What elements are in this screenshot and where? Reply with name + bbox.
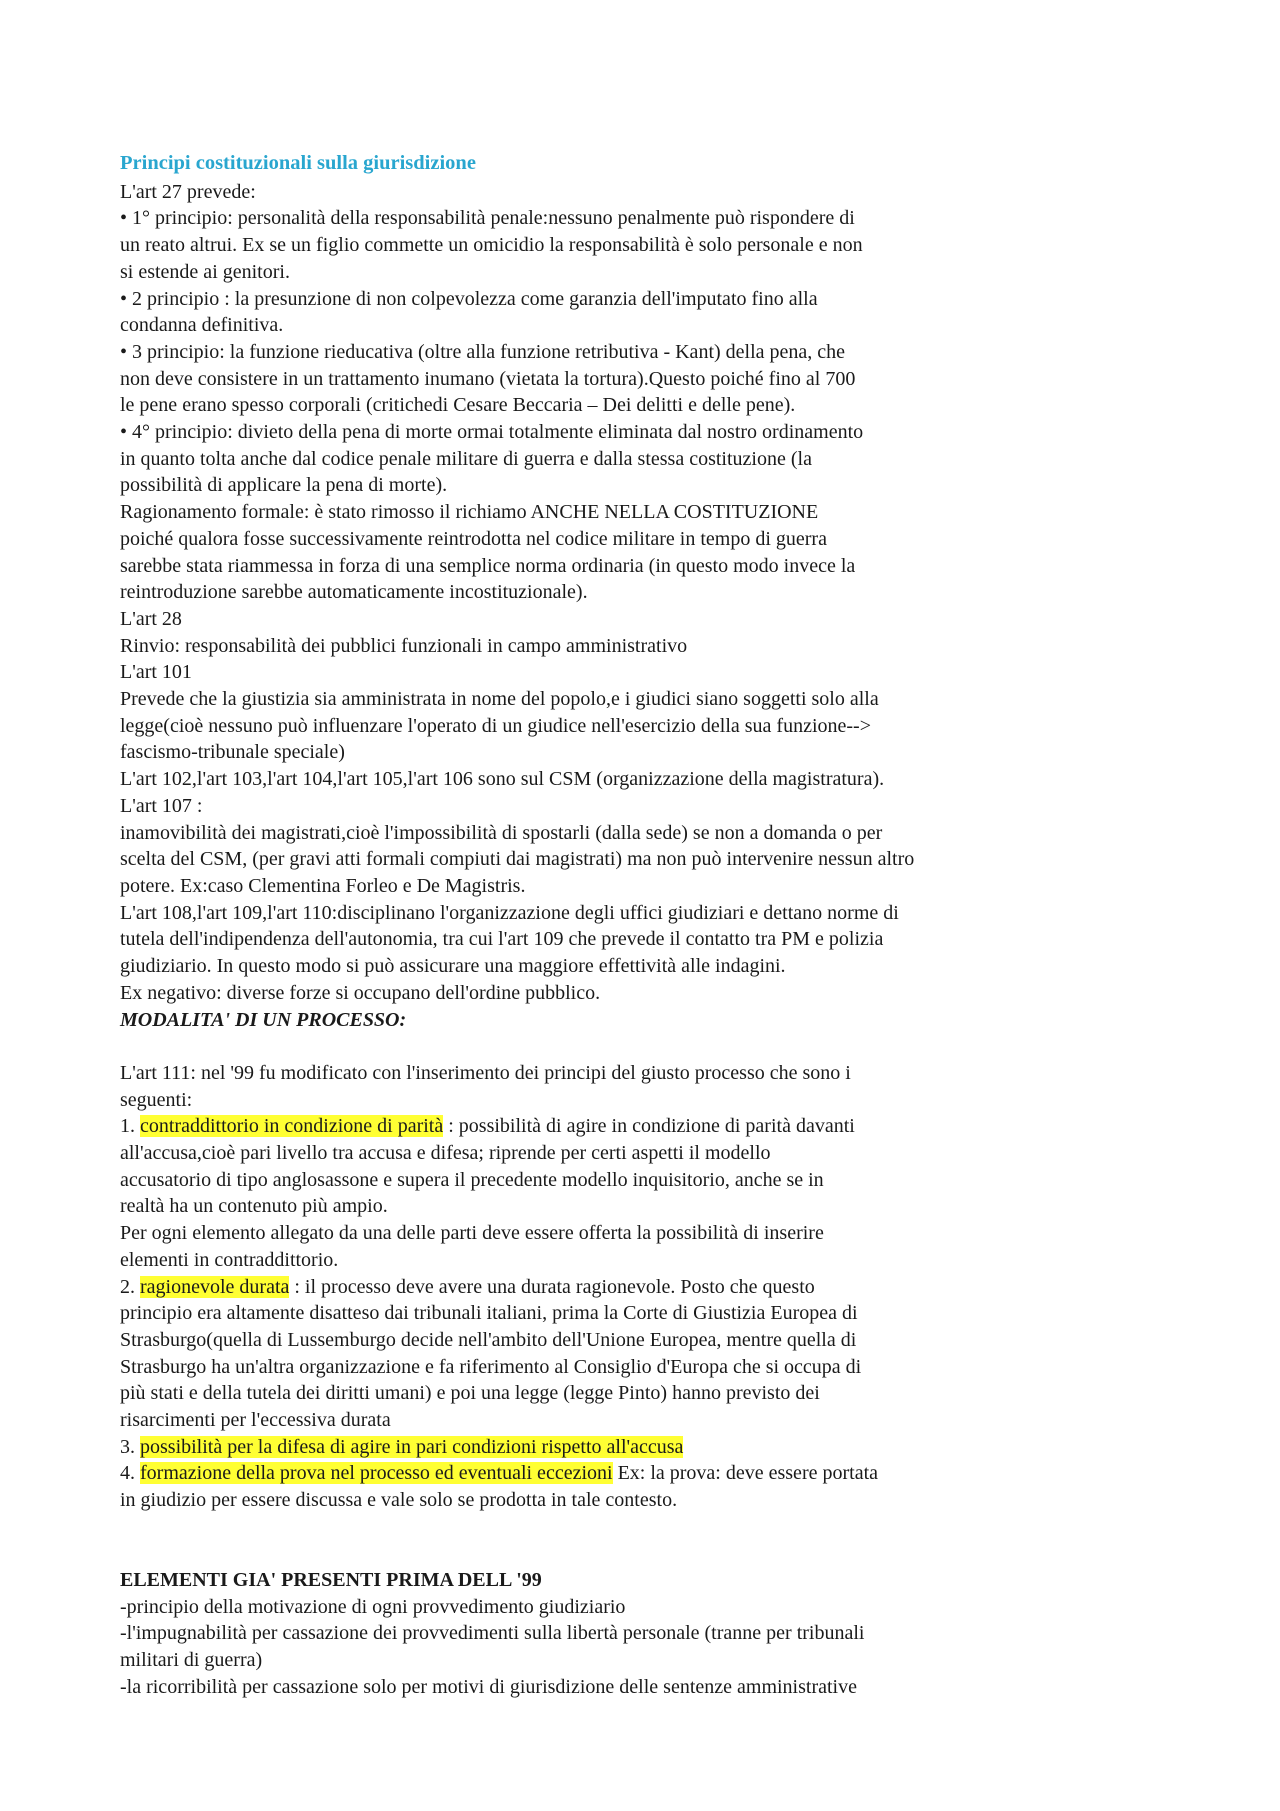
blank-line	[120, 1033, 1120, 1060]
pre99-line: -principio della motivazione di ogni provvedimento giudiziario	[120, 1595, 626, 1618]
pre99-line: -la ricorribilità per cassazione solo per motivi di giurisdizione delle sentenze amministrative	[120, 1675, 857, 1698]
pre99-line: -l'impugnabilità per cassazione dei provvedimenti sulla libertà personale (tranne per tribunali	[120, 1622, 865, 1645]
art107-text-line: scelta del CSM, (per gravi atti formali compiuti dai magistrati) ma non può intervenire nessun altro	[120, 848, 915, 871]
item-number: 4.	[120, 1462, 140, 1485]
art111-item-2-line: principio era altamente disatteso dai tribunali italiani, prima la Corte di Giustizia Europea di	[120, 1302, 858, 1325]
document-page	[120, 150, 1120, 1700]
modalita-heading: MODALITA' DI UN PROCESSO:	[120, 1008, 407, 1031]
art111-item-2-line: Strasburgo ha un'altra organizzazione e fa riferimento al Consiglio d'Europa che si occupa di	[120, 1355, 862, 1378]
item-text: : il processo deve avere una durata ragionevole. Posto che questo	[289, 1275, 815, 1298]
item-text: : possibilità di agire in condizione di parità davanti	[443, 1115, 855, 1138]
art107-text-line: potere. Ex:caso Clementina Forleo e De Magistris.	[120, 874, 526, 897]
art111-item-1-line: realtà ha un contenuto più ampio.	[120, 1195, 388, 1218]
art111-item-2-line: Strasburgo(quella di Lussemburgo decide nell'ambito dell'Unione Europea, mentre quella di	[120, 1328, 857, 1351]
art111-item-1	[120, 1113, 1120, 1140]
art27-principle-1-line: un reato altrui. Ex se un figlio commette un omicidio la responsabilità è solo personale e non	[120, 234, 863, 257]
art27-principle-3-line: non deve consistere in un trattamento inumano (vietata la tortura).Questo poiché fino al 700	[120, 367, 856, 390]
art111-item-2-line: risarcimenti per l'eccessiva durata	[120, 1409, 391, 1432]
art27-reasoning-line: sarebbe stata riammessa in forza di una semplice norma ordinaria (in questo modo invece la	[120, 554, 856, 577]
highlighted-text: formazione della prova nel processo ed eventuali eccezioni	[140, 1462, 613, 1485]
item-number: 2.	[120, 1275, 140, 1298]
art28-heading: L'art 28	[120, 607, 182, 630]
art101-text-line: fascismo-tribunale speciale)	[120, 741, 345, 764]
art111-item-1-line: all'accusa,cioè pari livello tra accusa e difesa; riprende per certi aspetti il modello	[120, 1142, 771, 1164]
art111-item-3	[120, 1434, 1120, 1461]
art27-reasoning-line: reintroduzione sarebbe automaticamente incostituzionale).	[120, 581, 588, 604]
art108-110-line: tutela dell'indipendenza dell'autonomia, tra cui l'art 109 che prevede il contatto tra PM e polizia	[120, 928, 884, 951]
art108-110-line: Ex negativo: diverse forze si occupano dell'ordine pubblico.	[120, 981, 601, 1004]
art108-110-line: L'art 108,l'art 109,l'art 110:disciplinano l'organizzazione degli uffici giudiziari e dettano norme di	[120, 901, 899, 924]
art101-text-line: legge(cioè nessuno può influenzare l'operato di un giudice nell'esercizio della sua funzione-->	[120, 714, 871, 737]
art27-principle-2-line: condanna definitiva.	[120, 314, 284, 337]
art111-intro-line: L'art 111: nel '99 fu modificato con l'inserimento dei principi del giusto processo che sono i	[120, 1061, 851, 1084]
highlighted-text: contraddittorio in condizione di parità	[140, 1115, 444, 1138]
art101-heading: L'art 101	[120, 661, 192, 684]
art27-principle-3-line: • 3 principio: la funzione rieducativa (oltre alla funzione retributiva - Kant) della pena, che	[120, 340, 846, 363]
item-text: Ex: la prova: deve essere portata	[612, 1462, 879, 1485]
highlighted-text: ragionevole durata	[140, 1275, 290, 1298]
art111-item-1-line: accusatorio di tipo anglosassone e supera il precedente modello inquisitorio, anche se in	[120, 1168, 824, 1191]
art27-principle-1-line: • 1° principio: personalità della responsabilità penale:nessuno penalmente può rispondere di	[120, 207, 855, 230]
item-number: 1.	[120, 1115, 140, 1138]
art27-principle-1-line: si estende ai genitori.	[120, 260, 290, 283]
art27-reasoning-line: Ragionamento formale: è stato rimosso il richiamo ANCHE NELLA COSTITUZIONE	[120, 501, 819, 524]
art107-heading: L'art 107 :	[120, 794, 203, 817]
art111-item-4-line: in giudizio per essere discussa e vale solo se prodotta in tale contesto.	[120, 1489, 678, 1512]
art111-item-1-line: Per ogni elemento allegato da una delle parti deve essere offerta la possibilità di inserire	[120, 1222, 824, 1245]
art111-item-2	[120, 1274, 1120, 1301]
art111-item-2-line: più stati e della tutela dei diritti umani) e poi una legge (legge Pinto) hanno previsto dei	[120, 1382, 820, 1405]
art111-item-4	[120, 1460, 1120, 1487]
art27-principle-4-line: • 4° principio: divieto della pena di morte ormai totalmente eliminata dal nostro ordinamento	[120, 421, 864, 444]
art111-item-1-line: elementi in contraddittorio.	[120, 1248, 339, 1271]
art27-principle-4-line: possibilità di applicare la pena di morte).	[120, 474, 448, 497]
pre99-line: militari di guerra)	[120, 1648, 263, 1671]
art27-principle-3-line: le pene erano spesso corporali (critichedi Cesare Beccaria – Dei delitti e delle pene).	[120, 394, 796, 417]
item-number: 3.	[120, 1435, 140, 1458]
art27-principle-2-line: • 2 principio : la presunzione di non colpevolezza come garanzia dell'imputato fino alla	[120, 287, 818, 310]
art111-intro-line: seguenti:	[120, 1088, 193, 1111]
art27-reasoning-line: poiché qualora fosse successivamente reintrodotta nel codice militare in tempo di guerra	[120, 527, 827, 550]
art27-principle-4-line: in quanto tolta anche dal codice penale militare di guerra e dalla stessa costituzione (la	[120, 447, 812, 470]
art102-106-text: L'art 102,l'art 103,l'art 104,l'art 105,l'art 106 sono sul CSM (organizzazione della magistratura).	[120, 768, 885, 791]
art101-text-line: Prevede che la giustizia sia amministrata in nome del popolo,e i giudici siano soggetti solo alla	[120, 688, 879, 711]
art28-text: Rinvio: responsabilità dei pubblici funzionali in campo amministrativo	[120, 634, 688, 657]
art107-text-line: inamovibilità dei magistrati,cioè l'impossibilità di spostarli (dalla sede) se non a domanda o per	[120, 821, 883, 844]
blank-space	[120, 1514, 1120, 1567]
art27-intro: L'art 27 prevede:	[120, 180, 256, 203]
art108-110-line: giudiziario. In questo modo si può assicurare una maggiore effettività alle indagini.	[120, 955, 786, 978]
document-title: Principi costituzionali sulla giurisdizione	[120, 152, 476, 174]
pre99-heading: ELEMENTI GIA' PRESENTI PRIMA DELL '99	[120, 1568, 542, 1591]
highlighted-text: possibilità per la difesa di agire in pari condizioni rispetto all'accusa	[140, 1435, 684, 1458]
